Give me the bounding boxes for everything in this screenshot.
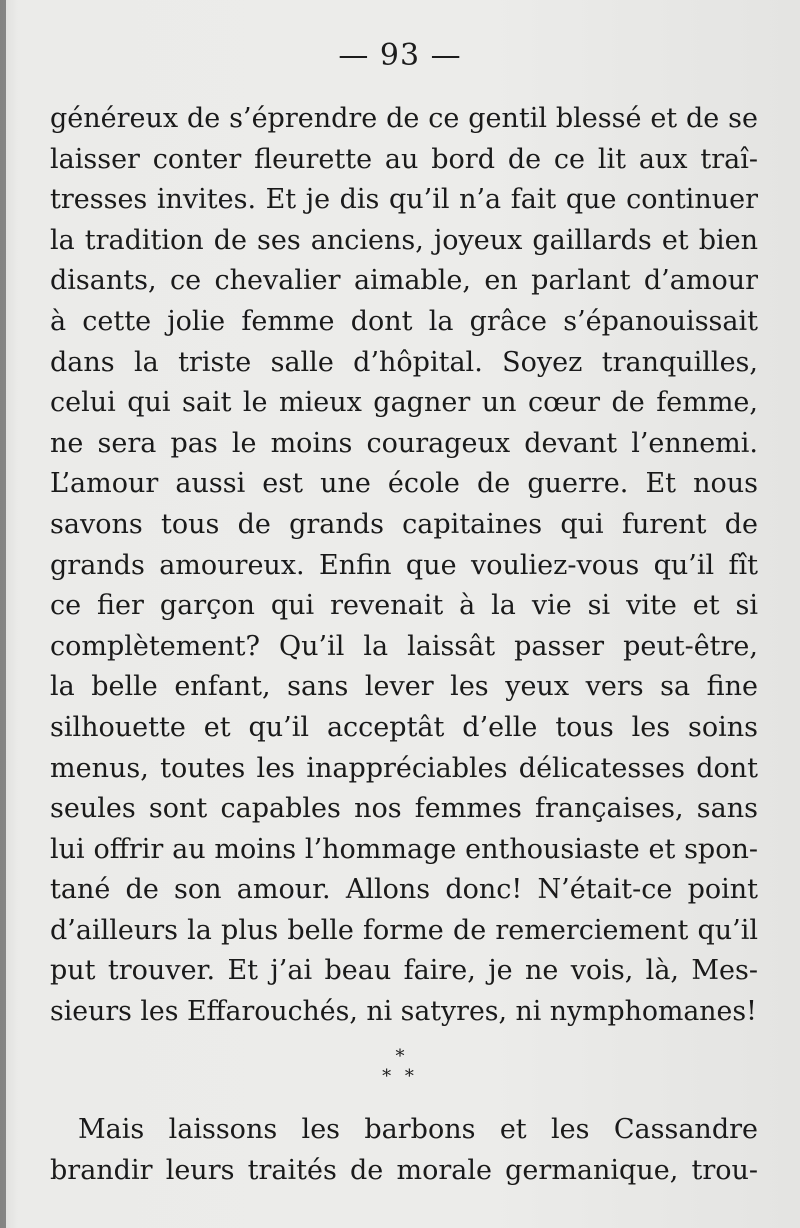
text-line: grands amoureux. Enfin que vouliez-vous qu’il fît — [50, 549, 758, 581]
section-separator-bottom: * * — [382, 1066, 418, 1087]
text-line: la belle enfant, sans lever les yeux vers sa fine — [50, 671, 758, 703]
text-line: tané de son amour. Allons donc! N’était-ce point — [50, 874, 758, 906]
text-line: sieurs les Effarouchés, ni satyres, ni nymphomanes! — [50, 996, 757, 1028]
text-line: Mais laissons les barbons et les Cassandre — [78, 1114, 758, 1145]
text-line: menus, toutes les inappréciables délicatesses dont — [50, 752, 758, 784]
text-line: à cette jolie femme dont la grâce s’épanouissait — [50, 305, 758, 337]
text-line: tresses invites. Et je dis qu’il n’a fait que continuer — [50, 184, 758, 216]
page-spine-edge — [0, 0, 6, 1228]
text-line: ce fier garçon qui revenait à la vie si vite et si — [50, 590, 758, 622]
page-number: — 93 — — [338, 38, 462, 73]
text-line: complètement? Qu’il la laissât passer peut-être, — [50, 630, 758, 662]
text-line: laisser conter fleurette au bord de ce lit aux traî- — [50, 143, 758, 175]
paragraph-2 — [50, 1110, 758, 1191]
text-line: L’amour aussi est une école de guerre. Et nous — [50, 468, 758, 500]
text-line: celui qui sait le mieux gagner un cœur de femme, — [50, 387, 758, 419]
text-line: disants, ce chevalier aimable, en parlant d’amour — [50, 265, 758, 297]
section-separator-top: * — [395, 1046, 405, 1067]
text-line: d’ailleurs la plus belle forme de remerciement qu’il — [50, 914, 758, 946]
text-line: put trouver. Et j’ai beau faire, je ne vois, là, Mes- — [50, 955, 758, 987]
paragraph-1 — [50, 99, 758, 1033]
text-line: ne sera pas le moins courageux devant l’ennemi. — [50, 427, 758, 459]
text-line: seules sont capables nos femmes françaises, sans — [50, 793, 758, 825]
text-line: brandir leurs traités de morale germanique, trou- — [50, 1154, 758, 1186]
text-line: généreux de s’éprendre de ce gentil blessé et de se — [50, 103, 758, 134]
text-line: la tradition de ses anciens, joyeux gaillards et bien — [50, 224, 758, 256]
text-line: lui offrir au moins l’hommage enthousiaste et spon- — [50, 833, 758, 865]
text-line: dans la triste salle d’hôpital. Soyez tranquilles, — [50, 346, 758, 378]
text-line: savons tous de grands capitaines qui furent de — [50, 508, 758, 540]
text-line: silhouette et qu’il acceptât d’elle tous les soins — [50, 711, 758, 743]
